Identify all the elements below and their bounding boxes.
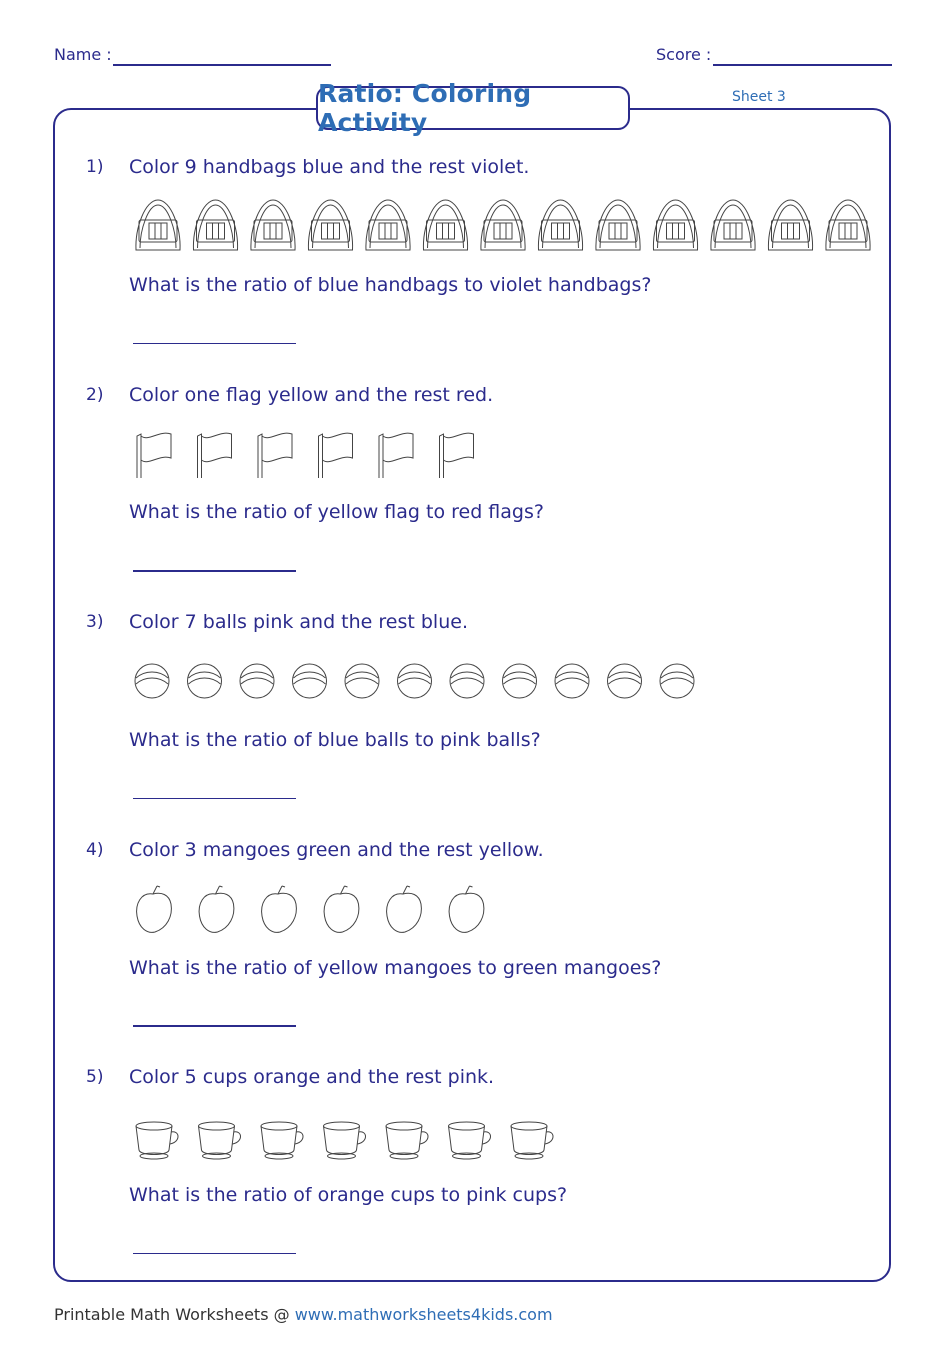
flag-row xyxy=(133,430,513,482)
ball-icon[interactable] xyxy=(345,664,379,698)
cup-icon[interactable] xyxy=(511,1122,553,1159)
handbag-icon[interactable] xyxy=(308,200,352,250)
flag-icon[interactable] xyxy=(319,433,353,478)
mango-icon[interactable] xyxy=(387,886,422,932)
name-field[interactable] xyxy=(113,64,331,66)
question-instruction: Color 9 handbags blue and the rest violet. xyxy=(129,156,530,178)
ball-icon[interactable] xyxy=(450,664,484,698)
mango-icon[interactable] xyxy=(137,886,172,932)
ball-icon[interactable] xyxy=(503,664,537,698)
score-label: Score : xyxy=(656,45,712,64)
answer-line[interactable] xyxy=(133,798,296,799)
handbag-icon[interactable] xyxy=(423,200,467,250)
question-number: 4) xyxy=(86,840,104,860)
handbag-icon[interactable] xyxy=(596,200,640,250)
ball-icon[interactable] xyxy=(293,664,327,698)
ball-icon[interactable] xyxy=(608,664,642,698)
footer xyxy=(54,1305,553,1324)
ball-icon[interactable] xyxy=(135,664,169,698)
ball-icon[interactable] xyxy=(188,664,222,698)
cup-row xyxy=(133,1118,573,1162)
ball-icon[interactable] xyxy=(240,664,274,698)
question-number: 1) xyxy=(86,157,104,177)
cup-icon[interactable] xyxy=(261,1122,303,1159)
question-instruction: Color 3 mangoes green and the rest yellow. xyxy=(129,839,544,861)
cup-icon[interactable] xyxy=(136,1122,178,1159)
handbag-icon[interactable] xyxy=(251,200,295,250)
answer-line[interactable] xyxy=(133,1253,296,1254)
ball-icon[interactable] xyxy=(660,664,694,698)
mango-icon[interactable] xyxy=(199,886,234,932)
footer-link[interactable]: www.mathworksheets4kids.com xyxy=(294,1305,553,1324)
cup-icon[interactable] xyxy=(449,1122,491,1159)
question-instruction: Color 5 cups orange and the rest pink. xyxy=(129,1066,495,1088)
answer-line[interactable] xyxy=(133,570,296,572)
footer-text: Printable Math Worksheets @ xyxy=(54,1305,295,1324)
handbag-icon[interactable] xyxy=(538,200,582,250)
question-prompt: What is the ratio of yellow flag to red flags? xyxy=(129,501,544,523)
handbag-row xyxy=(133,198,873,260)
question-instruction: Color 7 balls pink and the rest blue. xyxy=(129,611,468,633)
question-prompt: What is the ratio of yellow mangoes to green mangoes? xyxy=(129,957,662,979)
handbag-icon[interactable] xyxy=(193,200,237,250)
handbag-icon[interactable] xyxy=(768,200,812,250)
flag-icon[interactable] xyxy=(379,433,413,478)
ball-icon[interactable] xyxy=(398,664,432,698)
question-number: 5) xyxy=(86,1067,104,1087)
flag-icon[interactable] xyxy=(440,433,474,478)
mango-row xyxy=(133,884,513,936)
handbag-icon[interactable] xyxy=(481,200,525,250)
question-prompt: What is the ratio of blue handbags to violet handbags? xyxy=(129,274,652,296)
question-prompt: What is the ratio of orange cups to pink cups? xyxy=(129,1184,568,1206)
worksheet-title: Ratio: Coloring Activity xyxy=(316,86,630,130)
question-prompt: What is the ratio of blue balls to pink balls? xyxy=(129,729,541,751)
mango-icon[interactable] xyxy=(324,886,359,932)
cup-icon[interactable] xyxy=(199,1122,241,1159)
ball-icon[interactable] xyxy=(555,664,589,698)
ball-row xyxy=(133,662,733,702)
flag-icon[interactable] xyxy=(198,433,232,478)
question-number: 3) xyxy=(86,612,104,632)
cup-icon[interactable] xyxy=(386,1122,428,1159)
score-field[interactable] xyxy=(713,64,892,66)
handbag-icon[interactable] xyxy=(366,200,410,250)
handbag-icon[interactable] xyxy=(136,200,180,250)
answer-line[interactable] xyxy=(133,343,296,344)
question-instruction: Color one flag yellow and the rest red. xyxy=(129,384,494,406)
sheet-number: Sheet 3 xyxy=(732,89,786,105)
name-label: Name : xyxy=(54,45,112,64)
flag-icon[interactable] xyxy=(137,433,171,478)
handbag-icon[interactable] xyxy=(826,200,870,250)
mango-icon[interactable] xyxy=(449,886,484,932)
mango-icon[interactable] xyxy=(262,886,297,932)
flag-icon[interactable] xyxy=(258,433,292,478)
handbag-icon[interactable] xyxy=(653,200,697,250)
handbag-icon[interactable] xyxy=(711,200,755,250)
answer-line[interactable] xyxy=(133,1025,296,1027)
question-number: 2) xyxy=(86,385,104,405)
cup-icon[interactable] xyxy=(324,1122,366,1159)
